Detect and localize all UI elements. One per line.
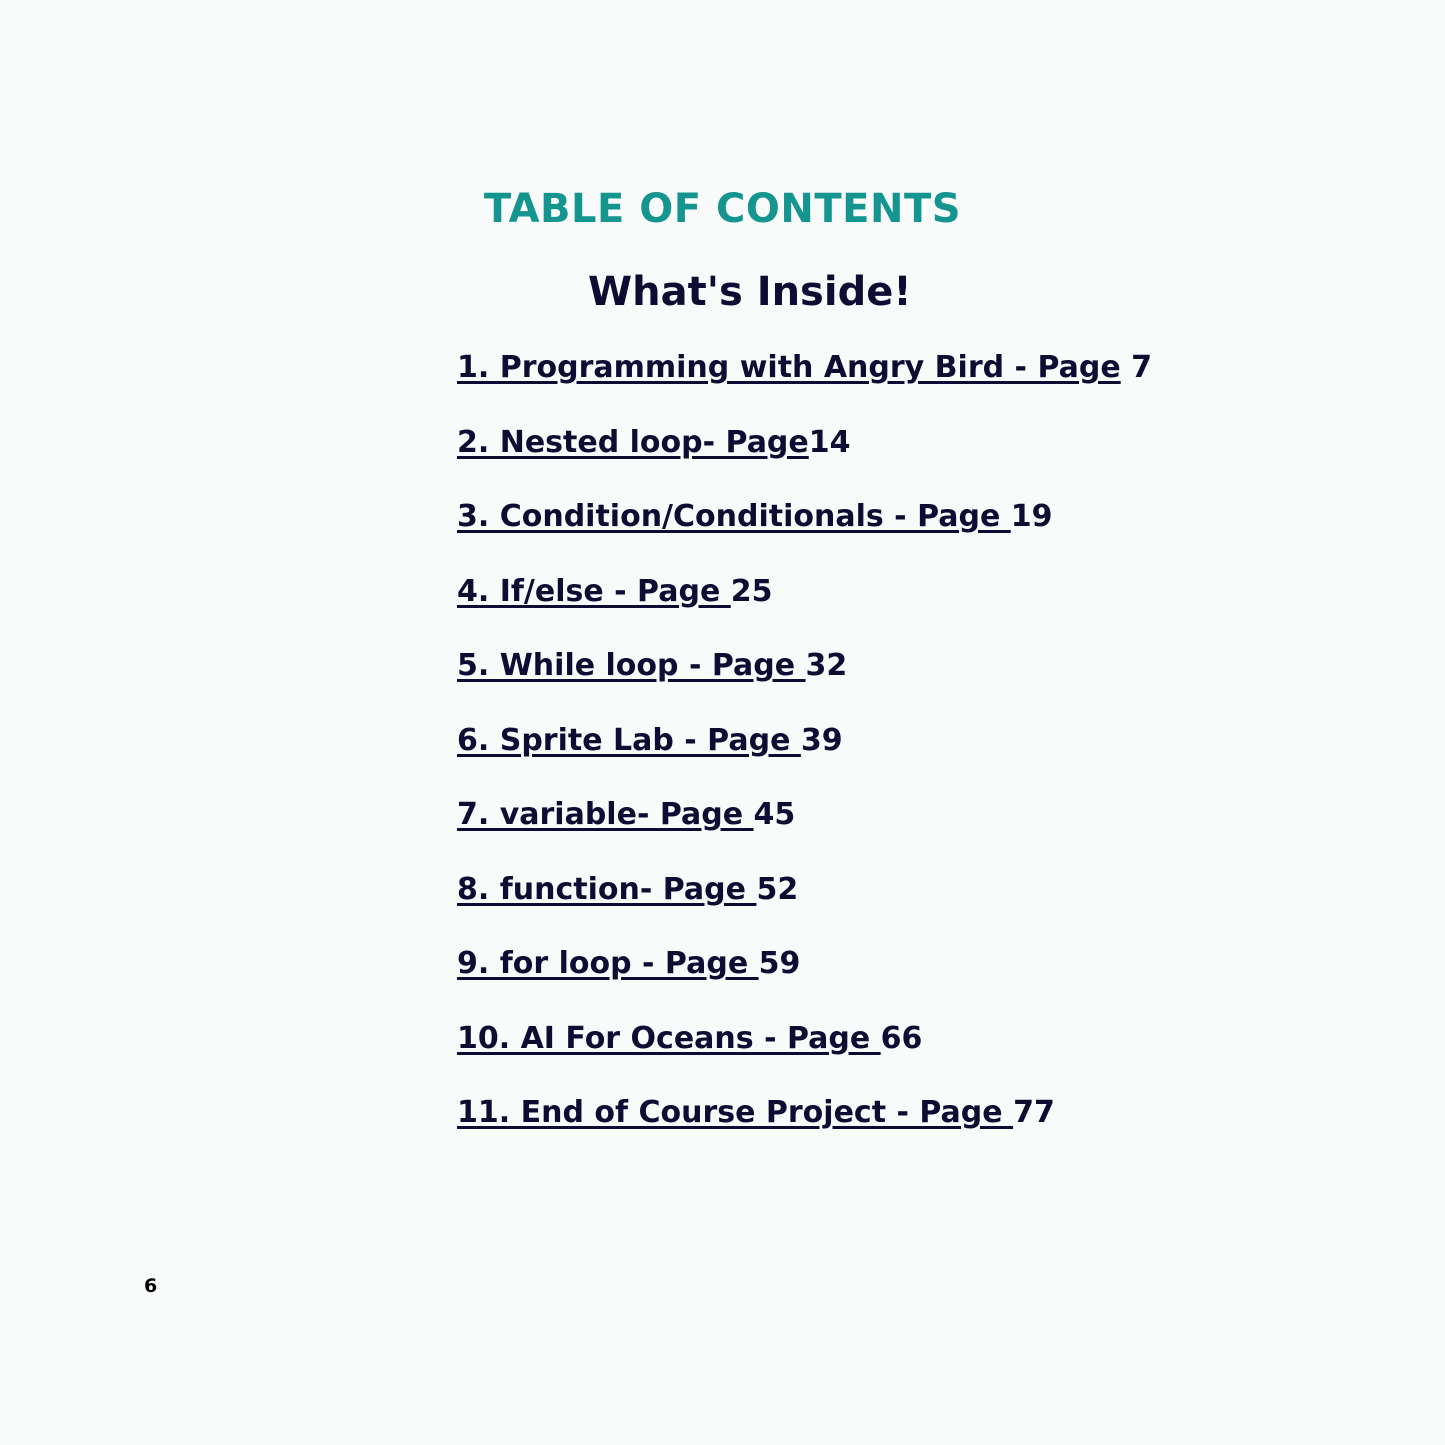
toc-link-function[interactable]: 8. function- Page [457, 871, 757, 907]
toc-item-5 [457, 646, 1152, 721]
toc-link-end-of-course-project[interactable]: 11. End of Course Project - Page [457, 1095, 1014, 1130]
toc-item-7 [457, 795, 1152, 870]
toc-link-variable[interactable]: 7. variable- Page [457, 797, 754, 832]
toc-page-number: 7 [1120, 350, 1153, 385]
toc-page-number: 66 [880, 1020, 923, 1056]
toc-item-2 [457, 423, 1152, 498]
page-number: 6 [144, 1275, 158, 1297]
toc-link-if-else[interactable]: 4. If/else - Page [457, 573, 731, 609]
toc-subheading: What's Inside! [588, 269, 912, 315]
toc-item-3 [457, 497, 1152, 572]
toc-page-number: 19 [1010, 499, 1053, 534]
toc-item-4 [457, 572, 1152, 647]
toc-link-programming-angry-bird[interactable]: 1. Programming with Angry Bird - Page [457, 350, 1121, 385]
toc-link-while-loop[interactable]: 5. While loop - Page [457, 648, 806, 683]
toc-link-nested-loop[interactable]: 2. Nested loop- Page [457, 424, 809, 460]
toc-item-11 [457, 1093, 1152, 1168]
toc-item-1 [457, 348, 1152, 423]
toc-page-number: 39 [800, 722, 843, 758]
toc-page-number: 77 [1013, 1095, 1055, 1130]
toc-page-number: 59 [758, 946, 801, 981]
toc-item-10 [457, 1019, 1152, 1094]
toc-link-conditionals[interactable]: 3. Condition/Conditionals - Page [457, 499, 1011, 534]
toc-link-for-loop[interactable]: 9. for loop - Page [457, 946, 759, 981]
toc-item-9 [457, 944, 1152, 1019]
toc-page-number: 14 [808, 424, 851, 460]
toc-link-sprite-lab[interactable]: 6. Sprite Lab - Page [457, 722, 801, 758]
toc-page-number: 32 [805, 648, 848, 683]
toc-item-8 [457, 870, 1152, 945]
toc-link-ai-for-oceans[interactable]: 10. AI For Oceans - Page [457, 1020, 881, 1056]
toc-page-number: 52 [756, 871, 799, 907]
toc-heading: TABLE OF CONTENTS [483, 186, 962, 232]
toc-item-6 [457, 721, 1152, 796]
toc-page-number: 25 [730, 573, 773, 609]
toc-page-number: 45 [753, 797, 796, 832]
toc-list [457, 348, 1152, 1168]
